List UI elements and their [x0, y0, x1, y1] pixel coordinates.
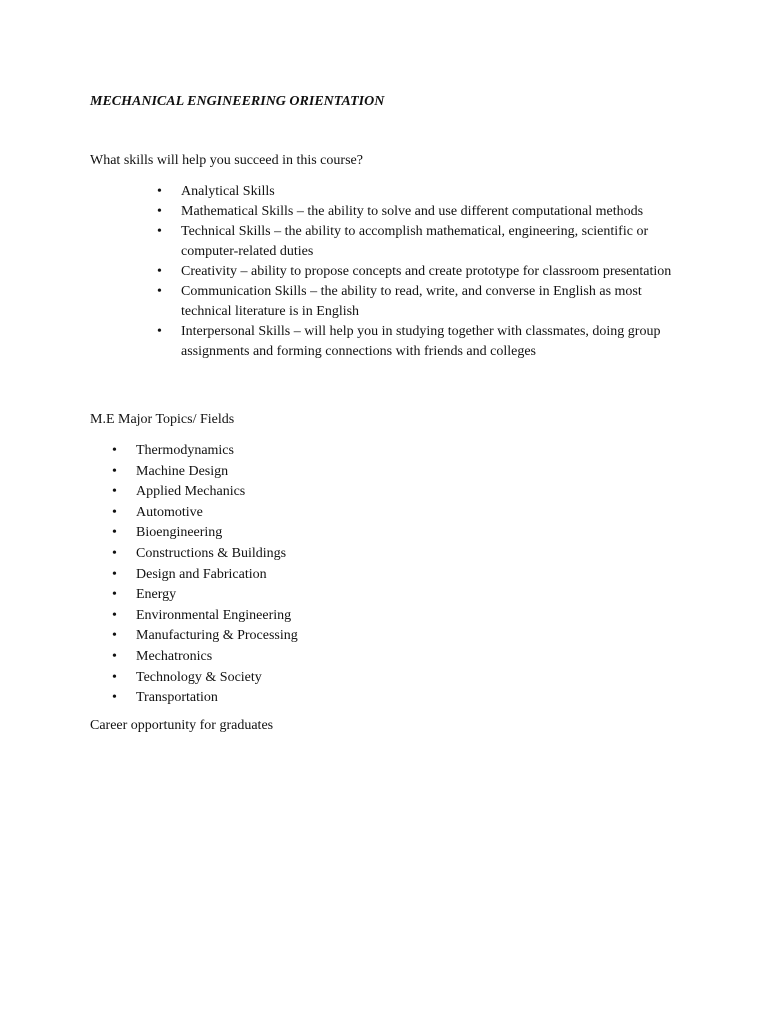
topic-text: Thermodynamics: [136, 443, 234, 458]
topic-text: Applied Mechanics: [136, 484, 246, 500]
list-item: [112, 523, 536, 544]
topic-text: Transportation: [136, 690, 218, 706]
list-item: [112, 503, 536, 524]
list-item: [157, 222, 681, 262]
bullet-icon: •: [112, 463, 117, 479]
bullet-icon: •: [112, 607, 117, 623]
topic-text: Machine Design: [136, 463, 229, 479]
bullet-icon: •: [157, 184, 162, 199]
topic-text: Bioengineering: [136, 525, 223, 541]
skill-text: Creativity – ability to propose concepts and create prototype for classroom presentation: [181, 264, 672, 279]
topic-text: Environmental Engineering: [136, 607, 292, 623]
bullet-icon: •: [112, 628, 117, 644]
list-item: [112, 647, 536, 668]
bullet-icon: •: [157, 264, 162, 279]
topic-text: Manufacturing & Processing: [136, 628, 298, 644]
topic-text: Automotive: [136, 504, 203, 520]
list-item: [112, 606, 536, 627]
list-item: [112, 626, 536, 647]
bullet-icon: •: [112, 648, 117, 664]
bullet-icon: •: [157, 224, 162, 239]
bullet-icon: •: [112, 504, 117, 520]
topic-text: Technology & Society: [136, 669, 262, 685]
topic-text: Constructions & Buildings: [136, 545, 287, 561]
list-item: [157, 322, 681, 362]
list-item: [112, 544, 536, 565]
topics-heading: M.E Major Topics/ Fields: [90, 412, 235, 427]
skill-text: Mathematical Skills – the ability to solve and use different computational methods: [181, 204, 644, 219]
bullet-icon: •: [157, 324, 162, 339]
bullet-icon: •: [112, 443, 117, 458]
skill-text: Technical Skills – the ability to accomplish mathematical, engineering, scientific or computer-related duties: [181, 224, 649, 259]
bullet-icon: •: [112, 690, 117, 706]
list-item: [112, 441, 536, 462]
topic-text: Mechatronics: [136, 648, 213, 664]
bullet-icon: •: [112, 587, 117, 603]
bullet-icon: •: [112, 566, 117, 582]
bullet-icon: •: [112, 669, 117, 685]
list-item: [112, 462, 536, 483]
skill-text: Communication Skills – the ability to read, write, and converse in English as most technical literature is in English: [181, 284, 642, 319]
career-heading: Career opportunity for graduates: [90, 718, 274, 733]
list-item: [157, 262, 681, 282]
list-item: [112, 585, 536, 606]
bullet-icon: •: [112, 525, 117, 541]
bullet-icon: •: [157, 284, 162, 299]
bullet-icon: •: [112, 545, 117, 561]
list-item: [157, 182, 681, 202]
topics-list: [112, 441, 536, 709]
list-item: [112, 688, 536, 709]
list-item: [112, 565, 536, 586]
topic-text: Energy: [136, 587, 177, 603]
list-item: [112, 668, 536, 689]
list-item: [157, 282, 681, 322]
skills-list: [157, 182, 681, 362]
list-item: [157, 202, 681, 222]
bullet-icon: •: [112, 484, 117, 500]
skill-text: Analytical Skills: [181, 184, 275, 199]
topic-text: Design and Fabrication: [136, 566, 267, 582]
list-item: [112, 482, 536, 503]
skills-question: What skills will help you succeed in this course?: [90, 153, 363, 168]
skill-text: Interpersonal Skills – will help you in studying together with classmates, doing group assignments and forming connections with friends and colleges: [181, 324, 661, 359]
document-title: MECHANICAL ENGINEERING ORIENTATION: [90, 94, 385, 109]
bullet-icon: •: [157, 204, 162, 219]
